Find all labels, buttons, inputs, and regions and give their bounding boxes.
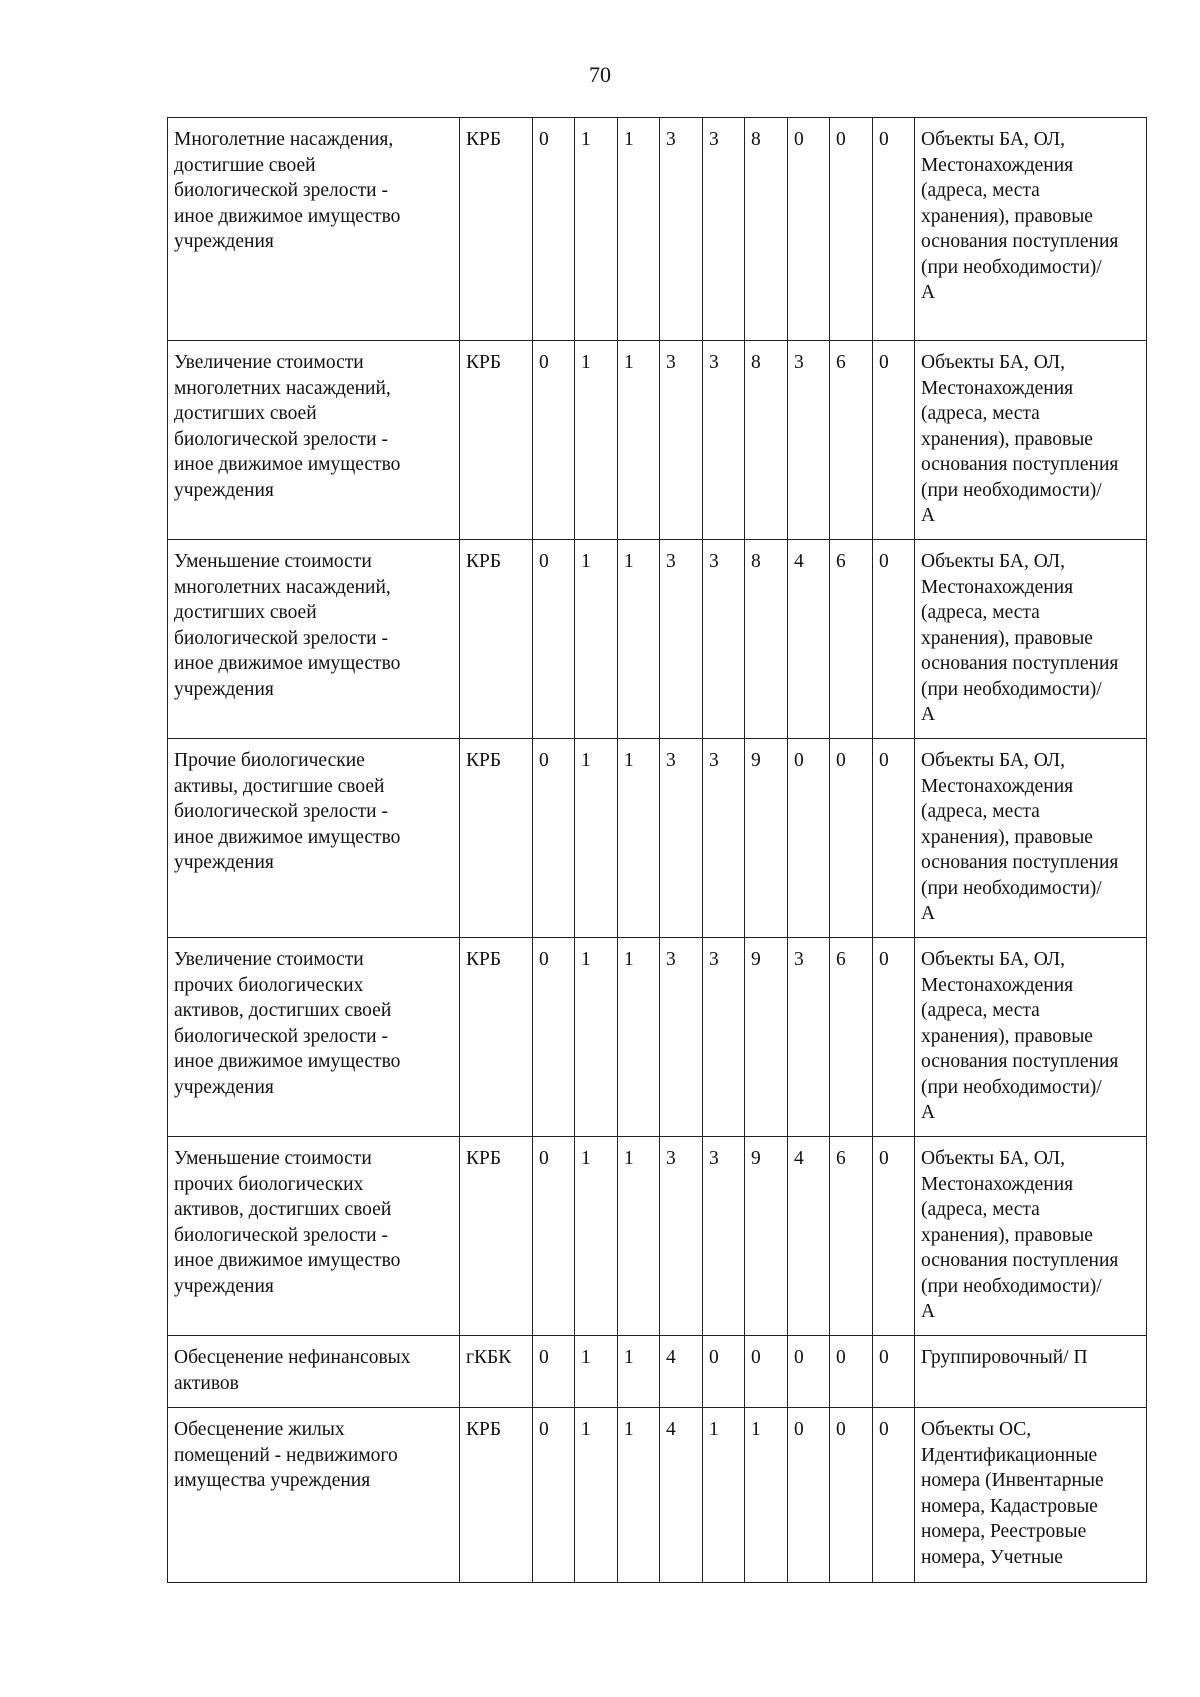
account-digit-8: 0 xyxy=(830,1408,873,1583)
account-digit-2: 1 xyxy=(575,1336,618,1408)
account-digit-1: 0 xyxy=(533,118,575,341)
account-digit-4: 3 xyxy=(660,1137,703,1336)
account-digit-6: 0 xyxy=(745,1336,788,1408)
account-digit-4: 3 xyxy=(660,540,703,739)
account-description: Обесценение жилых помещений - недвижимого имущества учреждения xyxy=(168,1408,460,1583)
account-digit-3: 1 xyxy=(618,118,660,341)
account-digit-1: 0 xyxy=(533,1336,575,1408)
table-row xyxy=(168,118,1147,341)
account-digit-6: 9 xyxy=(745,1137,788,1336)
account-digit-9: 0 xyxy=(873,739,915,938)
account-digit-2: 1 xyxy=(575,341,618,540)
analytics-description: Группировочный/ П xyxy=(915,1336,1147,1408)
account-digit-9: 0 xyxy=(873,118,915,341)
analytics-description: Объекты БА, ОЛ, Местонахождения (адреса, места хранения), правовые основания поступления (при необходимости)/ А xyxy=(915,739,1147,938)
analytics-description: Объекты БА, ОЛ, Местонахождения (адреса, места хранения), правовые основания поступления (при необходимости)/ А xyxy=(915,341,1147,540)
table-row xyxy=(168,938,1147,1137)
account-digit-5: 3 xyxy=(703,739,745,938)
account-digit-9: 0 xyxy=(873,341,915,540)
analytics-description: Объекты БА, ОЛ, Местонахождения (адреса, места хранения), правовые основания поступления (при необходимости)/ А xyxy=(915,1137,1147,1336)
account-digit-1: 0 xyxy=(533,938,575,1137)
account-digit-1: 0 xyxy=(533,341,575,540)
account-digit-5: 3 xyxy=(703,540,745,739)
account-digit-2: 1 xyxy=(575,540,618,739)
account-digit-4: 4 xyxy=(660,1408,703,1583)
account-digit-7: 0 xyxy=(788,739,830,938)
account-digit-4: 3 xyxy=(660,739,703,938)
account-digit-2: 1 xyxy=(575,1137,618,1336)
account-digit-7: 0 xyxy=(788,1408,830,1583)
account-digit-4: 3 xyxy=(660,938,703,1137)
account-digit-3: 1 xyxy=(618,1336,660,1408)
account-digit-9: 0 xyxy=(873,540,915,739)
account-digit-4: 3 xyxy=(660,118,703,341)
account-digit-9: 0 xyxy=(873,1408,915,1583)
account-digit-8: 6 xyxy=(830,938,873,1137)
account-digit-2: 1 xyxy=(575,118,618,341)
account-ledger-table xyxy=(167,117,1147,1583)
account-digit-8: 6 xyxy=(830,540,873,739)
account-digit-7: 0 xyxy=(788,118,830,341)
account-digit-2: 1 xyxy=(575,1408,618,1583)
account-digit-8: 0 xyxy=(830,739,873,938)
code-type: КРБ xyxy=(460,938,533,1137)
account-digit-7: 3 xyxy=(788,341,830,540)
account-digit-8: 0 xyxy=(830,118,873,341)
account-digit-9: 0 xyxy=(873,1336,915,1408)
account-digit-5: 1 xyxy=(703,1408,745,1583)
code-type: КРБ xyxy=(460,118,533,341)
analytics-description: Объекты БА, ОЛ, Местонахождения (адреса, места хранения), правовые основания поступления (при необходимости)/ А xyxy=(915,118,1147,341)
account-digit-3: 1 xyxy=(618,1137,660,1336)
account-description: Уменьшение стоимости прочих биологических активов, достигших своей биологической зрелости - иное движимое имущество учреждения xyxy=(168,1137,460,1336)
account-digit-3: 1 xyxy=(618,938,660,1137)
table-row xyxy=(168,1336,1147,1408)
code-type: КРБ xyxy=(460,1408,533,1583)
account-digit-3: 1 xyxy=(618,341,660,540)
account-digit-5: 3 xyxy=(703,118,745,341)
account-digit-5: 3 xyxy=(703,341,745,540)
account-digit-7: 0 xyxy=(788,1336,830,1408)
analytics-description: Объекты БА, ОЛ, Местонахождения (адреса, места хранения), правовые основания поступления (при необходимости)/ А xyxy=(915,938,1147,1137)
account-digit-1: 0 xyxy=(533,1137,575,1336)
account-digit-1: 0 xyxy=(533,739,575,938)
account-digit-3: 1 xyxy=(618,1408,660,1583)
account-digit-7: 4 xyxy=(788,1137,830,1336)
account-digit-1: 0 xyxy=(533,540,575,739)
analytics-description: Объекты БА, ОЛ, Местонахождения (адреса, места хранения), правовые основания поступления (при необходимости)/ А xyxy=(915,540,1147,739)
table-row xyxy=(168,739,1147,938)
table-row xyxy=(168,540,1147,739)
account-digit-6: 9 xyxy=(745,938,788,1137)
table-row xyxy=(168,1137,1147,1336)
account-digit-5: 3 xyxy=(703,1137,745,1336)
account-digit-6: 8 xyxy=(745,540,788,739)
code-type: КРБ xyxy=(460,739,533,938)
account-digit-7: 4 xyxy=(788,540,830,739)
account-digit-4: 3 xyxy=(660,341,703,540)
code-type: КРБ xyxy=(460,540,533,739)
account-digit-9: 0 xyxy=(873,1137,915,1336)
account-digit-8: 6 xyxy=(830,341,873,540)
code-type: КРБ xyxy=(460,1137,533,1336)
account-digit-5: 3 xyxy=(703,938,745,1137)
code-type: гКБК xyxy=(460,1336,533,1408)
account-description: Уменьшение стоимости многолетних насаждений, достигших своей биологической зрелости - иное движимое имущество учреждения xyxy=(168,540,460,739)
account-digit-6: 1 xyxy=(745,1408,788,1583)
code-type: КРБ xyxy=(460,341,533,540)
account-digit-8: 6 xyxy=(830,1137,873,1336)
account-digit-6: 9 xyxy=(745,739,788,938)
account-digit-4: 4 xyxy=(660,1336,703,1408)
account-digit-9: 0 xyxy=(873,938,915,1137)
analytics-description: Объекты ОС, Идентификационные номера (Инвентарные номера, Кадастровые номера, Реестровые номера, Учетные xyxy=(915,1408,1147,1583)
account-digit-6: 8 xyxy=(745,118,788,341)
table-row xyxy=(168,341,1147,540)
account-description: Прочие биологические активы, достигшие своей биологической зрелости - иное движимое имущество учреждения xyxy=(168,739,460,938)
table-row xyxy=(168,1408,1147,1583)
account-digit-3: 1 xyxy=(618,739,660,938)
account-digit-2: 1 xyxy=(575,739,618,938)
account-digit-2: 1 xyxy=(575,938,618,1137)
account-description: Увеличение стоимости прочих биологических активов, достигших своей биологической зрелости - иное движимое имущество учреждения xyxy=(168,938,460,1137)
account-digit-6: 8 xyxy=(745,341,788,540)
page-number: 70 xyxy=(589,62,611,87)
account-digit-7: 3 xyxy=(788,938,830,1137)
account-digit-1: 0 xyxy=(533,1408,575,1583)
account-digit-8: 0 xyxy=(830,1336,873,1408)
account-description: Многолетние насаждения, достигшие своей биологической зрелости - иное движимое имущество учреждения xyxy=(168,118,460,341)
account-description: Обесценение нефинансовых активов xyxy=(168,1336,460,1408)
account-digit-5: 0 xyxy=(703,1336,745,1408)
account-description: Увеличение стоимости многолетних насаждений, достигших своей биологической зрелости - иное движимое имущество учреждения xyxy=(168,341,460,540)
account-digit-3: 1 xyxy=(618,540,660,739)
